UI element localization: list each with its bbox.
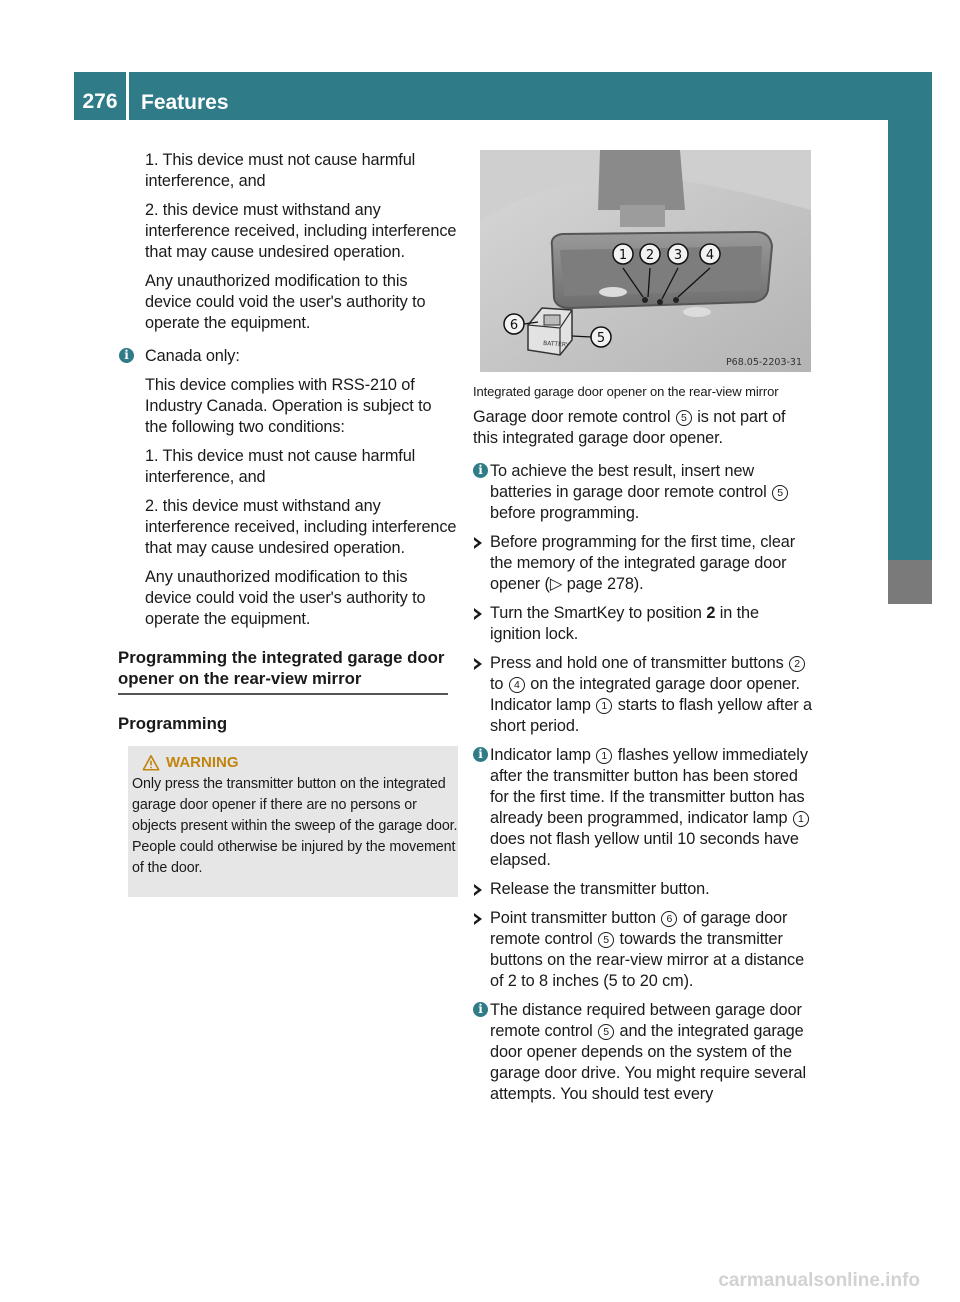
subsection-heading: Programming [118, 714, 228, 733]
figure-code: P68.05-2203-31 [725, 357, 802, 368]
instruction-step: Turn the SmartKey to position 2 in the ignition lock. [473, 603, 814, 645]
paragraph: This device complies with RSS-210 of Industry Canada. Operation is subject to the following two conditions: [145, 376, 432, 436]
side-tab-marker [888, 560, 932, 604]
watermark: carmanualsonline.info [718, 1270, 920, 1291]
paragraph: Any unauthorized modification to this device could void the user's authority to operate the equipment. [145, 568, 426, 628]
paragraph: Any unauthorized modification to this device could void the user's authority to operate the equipment. [145, 272, 426, 332]
callout-4: 4 [705, 248, 715, 263]
paragraph: 2. this device must withstand any interference received, including interference that may cause undesired operation. [145, 497, 457, 557]
instruction-step: Point transmitter button 6 of garage door remote control 5 towards the transmitter buttons on the rear-view mirror at a distance of 2 to 8 inches (5 to 20 cm). [473, 908, 814, 992]
info-note [473, 461, 814, 524]
right-column [473, 150, 814, 1105]
info-icon: i [119, 348, 134, 363]
callout-2: 2 [645, 248, 655, 263]
callout-5: 5 [596, 331, 606, 346]
side-tab-top [888, 72, 932, 120]
info-icon: i [473, 1002, 488, 1017]
side-tab-label: Stowing and features [88, 128, 111, 341]
paragraph: 1. This device must not cause harmful interference, and [145, 151, 416, 190]
page-number: 276 [82, 90, 118, 113]
info-note: i Indicator lamp 1 flashes yellow immediately after the transmitter button has been stored for the first time. If the transmitter button has already been programmed, indicator lamp 1 does not flash yellow until 10 seconds have elapsed. [473, 745, 814, 871]
warning-box [128, 746, 458, 897]
instruction-step: Before programming for the first time, clear the memory of the integrated garage door opener (▷ page 278). [473, 532, 814, 595]
figure-caption: Integrated garage door opener on the rear-view mirror [473, 384, 779, 399]
instruction-step: Release the transmitter button. [473, 879, 814, 900]
left-column [118, 150, 458, 897]
paragraph: 2. this device must withstand any interference received, including interference that may cause undesired operation. [145, 201, 457, 261]
page-ref-icon: ▷ [549, 575, 563, 593]
warning-triangle-icon [142, 754, 160, 772]
info-text: To achieve the best result, insert new batteries in garage door remote control 5 before programming. [490, 461, 814, 524]
warning-header [128, 752, 458, 774]
side-tab [888, 120, 932, 600]
mirror-figure [480, 150, 811, 372]
info-lead: Canada only: [145, 347, 240, 365]
instruction-step: Press and hold one of transmitter buttons 2 to 4 on the integrated garage door opener. Indicator lamp 1 starts to flash yellow after a short period. [473, 653, 814, 737]
warning-text: Only press the transmitter button on the integrated garage door opener if there are no persons or objects present within the sweep of the garage door. People could otherwise be injured by the movement of the door. [132, 776, 458, 876]
paragraph: Garage door remote control 5 is not part of this integrated garage door opener. [473, 408, 786, 447]
paragraph: 1. This device must not cause harmful interference, and [145, 447, 416, 486]
side-tab-label-wrap [88, 128, 128, 1028]
page-reference[interactable]: page 278). [566, 575, 644, 593]
step-arrow-icon [474, 608, 482, 620]
callout-6: 6 [509, 318, 519, 333]
header-divider [126, 72, 129, 120]
heading-rule [118, 693, 448, 695]
warning-title: WARNING [166, 754, 239, 771]
page-title: Features [141, 91, 229, 114]
step-arrow-icon [474, 913, 482, 925]
step-arrow-icon [474, 884, 482, 896]
info-note [124, 346, 458, 630]
step-arrow-icon [474, 537, 482, 549]
step-arrow-icon [474, 658, 482, 670]
battery-label: BATTERY [542, 340, 570, 349]
section-heading: Programming the integrated garage door opener on the rear-view mirror [118, 648, 445, 688]
callout-1: 1 [618, 248, 628, 263]
info-icon: i [473, 747, 488, 762]
info-icon: i [473, 463, 488, 478]
info-note: i The distance required between garage door remote control 5 and the integrated garage door opener depends on the system of the garage door drive. You might require several attempts. You should test every [473, 1000, 814, 1105]
rear-view-mirror-illustration [480, 150, 811, 372]
callout-3: 3 [673, 248, 683, 263]
